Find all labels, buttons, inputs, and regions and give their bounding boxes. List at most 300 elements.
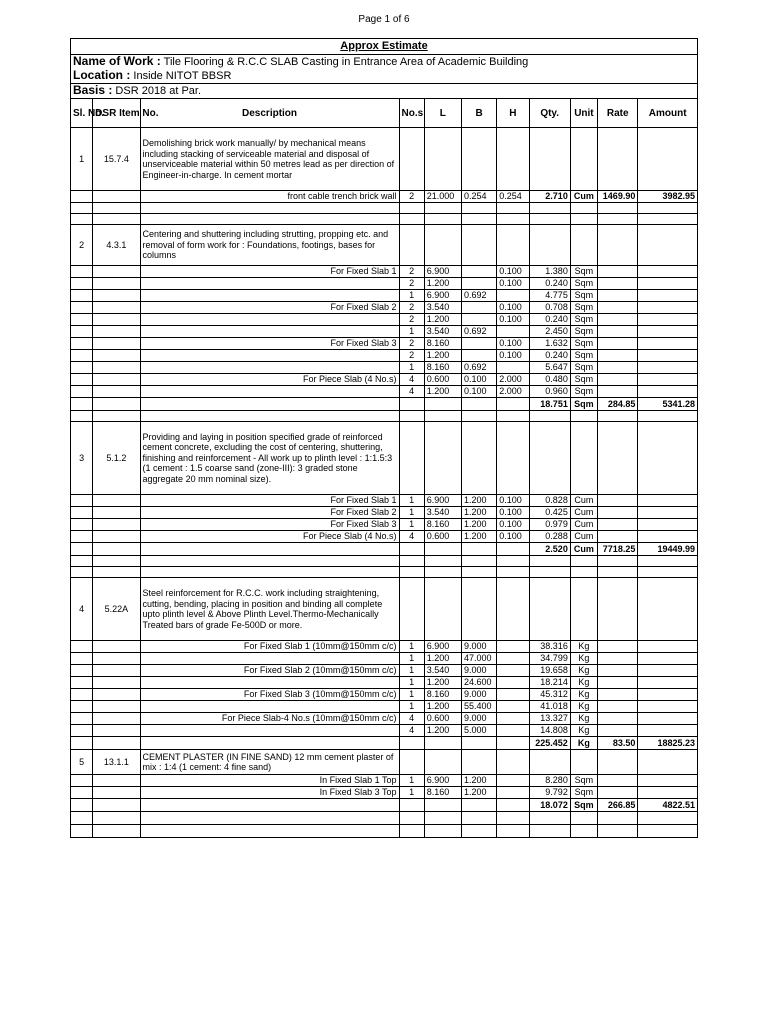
- item-description: Centering and shuttering including strutting, propping etc. and removal of form work for : Foundations, footings, bases for columns: [140, 225, 399, 266]
- measurement-row: [71, 787, 698, 799]
- empty-cell: [497, 543, 529, 556]
- col-b: B: [462, 99, 497, 128]
- empty-cell: [140, 543, 399, 556]
- col-nos: No.s: [399, 99, 424, 128]
- empty-cell: [399, 799, 424, 812]
- empty-cell: [570, 214, 597, 225]
- empty-cell: [462, 825, 497, 838]
- empty-cell: [529, 411, 570, 422]
- unit-value: Cum: [570, 495, 597, 507]
- empty-cell: [140, 812, 399, 825]
- empty-cell: [424, 825, 461, 838]
- empty-cell: [497, 422, 529, 495]
- amount-value: [638, 350, 698, 362]
- empty-cell: [71, 495, 93, 507]
- amount-value: [638, 507, 698, 519]
- empty-cell: [71, 531, 93, 543]
- empty-cell: [570, 825, 597, 838]
- qty-value: 4.775: [529, 290, 570, 302]
- empty-cell: [529, 203, 570, 214]
- empty-cell: [93, 386, 140, 398]
- spacer-row: [71, 556, 698, 567]
- measurement-row: [71, 725, 698, 737]
- empty-cell: [529, 128, 570, 191]
- total-unit: Sqm: [570, 799, 597, 812]
- empty-cell: [424, 567, 461, 578]
- unit-value: Kg: [570, 641, 597, 653]
- empty-cell: [71, 507, 93, 519]
- measurement-label: For Fixed Slab 2: [140, 507, 399, 519]
- length-value: 8.160: [424, 787, 461, 799]
- empty-cell: [93, 362, 140, 374]
- qty-value: 9.792: [529, 787, 570, 799]
- nos-value: 1: [399, 701, 424, 713]
- name-of-work: Tile Flooring & R.C.C SLAB Casting in Entrance Area of Academic Building: [163, 56, 529, 68]
- item-total-row: [71, 543, 698, 556]
- empty-cell: [529, 214, 570, 225]
- measurement-label: For Piece Slab (4 No.s): [140, 531, 399, 543]
- nos-value: 2: [399, 350, 424, 362]
- length-value: 6.900: [424, 641, 461, 653]
- amount-value: [638, 787, 698, 799]
- height-value: [497, 701, 529, 713]
- qty-value: 2.450: [529, 326, 570, 338]
- empty-cell: [497, 799, 529, 812]
- empty-cell: [424, 422, 461, 495]
- measurement-row: [71, 350, 698, 362]
- qty-value: 0.979: [529, 519, 570, 531]
- empty-cell: [462, 750, 497, 775]
- measurement-label: For Fixed Slab 1: [140, 495, 399, 507]
- length-value: 1.200: [424, 653, 461, 665]
- unit-value: Sqm: [570, 302, 597, 314]
- amount-value: [638, 641, 698, 653]
- measurement-row: [71, 641, 698, 653]
- item-description: Demolishing brick work manually/ by mechanical means including stacking of serviceable material and disposal of unserviceable material within 50 metres lead as per direction of Engineer-in-charge. In cement mortar: [140, 128, 399, 191]
- qty-value: 14.808: [529, 725, 570, 737]
- empty-cell: [570, 556, 597, 567]
- qty-value: 45.312: [529, 689, 570, 701]
- empty-cell: [462, 398, 497, 411]
- empty-cell: [497, 825, 529, 838]
- empty-cell: [71, 556, 93, 567]
- length-value: 8.160: [424, 519, 461, 531]
- breadth-value: 9.000: [462, 641, 497, 653]
- breadth-value: 0.100: [462, 374, 497, 386]
- item-description-row: [71, 578, 698, 641]
- nos-value: 1: [399, 775, 424, 787]
- empty-cell: [462, 203, 497, 214]
- item-description: CEMENT PLASTER (IN FINE SAND) 12 mm cement plaster of mix : 1:4 (1 cement: 4 fine sand): [140, 750, 399, 775]
- col-qty: Qty.: [529, 99, 570, 128]
- empty-cell: [570, 578, 597, 641]
- empty-cell: [93, 266, 140, 278]
- rate-value: [598, 266, 638, 278]
- item-sl: 4: [71, 578, 93, 641]
- measurement-label: [140, 314, 399, 326]
- nos-value: 4: [399, 386, 424, 398]
- empty-cell: [140, 567, 399, 578]
- empty-cell: [462, 543, 497, 556]
- length-value: 1.200: [424, 701, 461, 713]
- empty-cell: [93, 812, 140, 825]
- rate-value: [598, 689, 638, 701]
- rate-value: [598, 665, 638, 677]
- nos-value: 1: [399, 787, 424, 799]
- breadth-value: 9.000: [462, 665, 497, 677]
- nos-value: 4: [399, 374, 424, 386]
- nos-value: 4: [399, 713, 424, 725]
- length-value: 1.200: [424, 278, 461, 290]
- rate-value: [598, 338, 638, 350]
- measurement-label: For Fixed Slab 2: [140, 302, 399, 314]
- empty-cell: [71, 386, 93, 398]
- empty-cell: [93, 543, 140, 556]
- height-value: 0.100: [497, 519, 529, 531]
- breadth-value: 9.000: [462, 689, 497, 701]
- rate-value: 1469.90: [598, 191, 638, 203]
- empty-cell: [93, 398, 140, 411]
- length-value: 3.540: [424, 326, 461, 338]
- length-value: 8.160: [424, 689, 461, 701]
- empty-cell: [93, 677, 140, 689]
- height-value: 0.254: [497, 191, 529, 203]
- empty-cell: [598, 203, 638, 214]
- empty-cell: [497, 578, 529, 641]
- amount-value: [638, 362, 698, 374]
- amount-value: [638, 775, 698, 787]
- total-unit: Sqm: [570, 398, 597, 411]
- empty-cell: [424, 225, 461, 266]
- unit-value: Sqm: [570, 362, 597, 374]
- measurement-row: [71, 278, 698, 290]
- empty-cell: [71, 665, 93, 677]
- empty-cell: [638, 422, 698, 495]
- empty-cell: [497, 737, 529, 750]
- item-dsr: 4.3.1: [93, 225, 140, 266]
- measurement-row: [71, 531, 698, 543]
- empty-cell: [497, 128, 529, 191]
- total-amount: 5341.28: [638, 398, 698, 411]
- empty-cell: [638, 225, 698, 266]
- empty-cell: [570, 567, 597, 578]
- measurement-label: [140, 362, 399, 374]
- height-value: 0.100: [497, 266, 529, 278]
- empty-cell: [93, 737, 140, 750]
- empty-cell: [598, 825, 638, 838]
- empty-cell: [399, 567, 424, 578]
- empty-cell: [71, 214, 93, 225]
- amount-value: [638, 326, 698, 338]
- empty-cell: [93, 519, 140, 531]
- measurement-row: [71, 495, 698, 507]
- empty-cell: [93, 290, 140, 302]
- col-h: H: [497, 99, 529, 128]
- work-info: [71, 55, 698, 84]
- amount-value: [638, 374, 698, 386]
- empty-cell: [638, 825, 698, 838]
- amount-value: [638, 495, 698, 507]
- nos-value: 2: [399, 314, 424, 326]
- empty-cell: [71, 677, 93, 689]
- empty-cell: [93, 214, 140, 225]
- length-value: 1.200: [424, 314, 461, 326]
- rate-value: [598, 495, 638, 507]
- measurement-row: [71, 653, 698, 665]
- nos-value: 1: [399, 665, 424, 677]
- measurement-label: In Fixed Slab 3 Top: [140, 787, 399, 799]
- measurement-label: [140, 701, 399, 713]
- page-number: Page 1 of 6: [358, 14, 410, 25]
- empty-cell: [71, 326, 93, 338]
- empty-cell: [71, 799, 93, 812]
- empty-cell: [71, 641, 93, 653]
- measurement-row: [71, 386, 698, 398]
- empty-cell: [71, 737, 93, 750]
- rate-value: [598, 725, 638, 737]
- measurement-row: [71, 374, 698, 386]
- empty-cell: [93, 787, 140, 799]
- col-rate: Rate: [598, 99, 638, 128]
- empty-cell: [71, 689, 93, 701]
- measurement-label: In Fixed Slab 1 Top: [140, 775, 399, 787]
- empty-cell: [424, 214, 461, 225]
- empty-cell: [93, 713, 140, 725]
- empty-cell: [399, 398, 424, 411]
- item-description-row: [71, 225, 698, 266]
- amount-value: [638, 701, 698, 713]
- spacer-row: [71, 567, 698, 578]
- empty-cell: [497, 225, 529, 266]
- empty-cell: [638, 578, 698, 641]
- empty-cell: [462, 812, 497, 825]
- empty-cell: [497, 556, 529, 567]
- empty-cell: [399, 214, 424, 225]
- basis-row: [71, 84, 698, 99]
- nos-value: 1: [399, 495, 424, 507]
- empty-cell: [424, 203, 461, 214]
- height-value: [497, 787, 529, 799]
- empty-cell: [424, 812, 461, 825]
- rate-value: [598, 302, 638, 314]
- qty-value: 18.214: [529, 677, 570, 689]
- rate-value: [598, 374, 638, 386]
- height-value: [497, 641, 529, 653]
- empty-cell: [140, 799, 399, 812]
- empty-cell: [93, 567, 140, 578]
- measurement-row: [71, 191, 698, 203]
- empty-cell: [529, 225, 570, 266]
- height-value: [497, 775, 529, 787]
- empty-cell: [570, 128, 597, 191]
- rate-value: [598, 701, 638, 713]
- unit-value: Sqm: [570, 266, 597, 278]
- nos-value: 2: [399, 266, 424, 278]
- breadth-value: 1.200: [462, 787, 497, 799]
- unit-value: Sqm: [570, 775, 597, 787]
- col-sl: Sl. No.: [71, 99, 93, 128]
- amount-value: [638, 725, 698, 737]
- nos-value: 1: [399, 677, 424, 689]
- breadth-value: 9.000: [462, 713, 497, 725]
- height-value: 0.100: [497, 507, 529, 519]
- length-value: 1.200: [424, 386, 461, 398]
- empty-cell: [598, 812, 638, 825]
- amount-value: [638, 302, 698, 314]
- amount-value: [638, 519, 698, 531]
- breadth-value: 1.200: [462, 519, 497, 531]
- empty-cell: [424, 398, 461, 411]
- breadth-value: [462, 278, 497, 290]
- empty-cell: [462, 799, 497, 812]
- total-unit: Kg: [570, 737, 597, 750]
- unit-value: Sqm: [570, 374, 597, 386]
- empty-cell: [93, 689, 140, 701]
- rate-value: [598, 350, 638, 362]
- rate-value: [598, 519, 638, 531]
- empty-cell: [399, 825, 424, 838]
- nos-value: 1: [399, 519, 424, 531]
- measurement-row: [71, 775, 698, 787]
- empty-cell: [598, 411, 638, 422]
- empty-cell: [399, 737, 424, 750]
- length-value: 1.200: [424, 350, 461, 362]
- unit-value: Kg: [570, 689, 597, 701]
- total-qty: 2.520: [529, 543, 570, 556]
- item-dsr: 5.1.2: [93, 422, 140, 495]
- empty-cell: [638, 203, 698, 214]
- empty-cell: [71, 338, 93, 350]
- empty-cell: [598, 556, 638, 567]
- empty-cell: [638, 750, 698, 775]
- total-rate: 7718.25: [598, 543, 638, 556]
- unit-value: Kg: [570, 701, 597, 713]
- empty-cell: [140, 556, 399, 567]
- total-rate: 83.50: [598, 737, 638, 750]
- nos-value: 2: [399, 302, 424, 314]
- qty-value: 1.632: [529, 338, 570, 350]
- empty-cell: [140, 737, 399, 750]
- col-unit: Unit: [570, 99, 597, 128]
- qty-value: 1.380: [529, 266, 570, 278]
- height-value: [497, 362, 529, 374]
- height-value: [497, 713, 529, 725]
- height-value: [497, 290, 529, 302]
- nos-value: 1: [399, 362, 424, 374]
- amount-value: [638, 653, 698, 665]
- amount-value: [638, 314, 698, 326]
- total-amount: 19449.99: [638, 543, 698, 556]
- empty-cell: [424, 750, 461, 775]
- col-l: L: [424, 99, 461, 128]
- unit-value: Sqm: [570, 350, 597, 362]
- amount-value: [638, 665, 698, 677]
- measurement-label: [140, 326, 399, 338]
- height-value: 0.100: [497, 495, 529, 507]
- qty-value: 0.240: [529, 278, 570, 290]
- empty-cell: [71, 302, 93, 314]
- nos-value: 4: [399, 725, 424, 737]
- amount-value: [638, 278, 698, 290]
- breadth-value: 1.200: [462, 507, 497, 519]
- breadth-value: 24.600: [462, 677, 497, 689]
- empty-cell: [93, 556, 140, 567]
- empty-cell: [71, 653, 93, 665]
- nos-value: 4: [399, 531, 424, 543]
- qty-value: 0.828: [529, 495, 570, 507]
- height-value: 0.100: [497, 302, 529, 314]
- empty-cell: [71, 825, 93, 838]
- empty-cell: [598, 578, 638, 641]
- qty-value: 0.480: [529, 374, 570, 386]
- nos-value: 1: [399, 326, 424, 338]
- empty-cell: [462, 411, 497, 422]
- rate-value: [598, 362, 638, 374]
- measurement-row: [71, 713, 698, 725]
- unit-value: Cum: [570, 519, 597, 531]
- measurement-row: [71, 290, 698, 302]
- qty-value: 34.799: [529, 653, 570, 665]
- height-value: 0.100: [497, 350, 529, 362]
- length-value: 6.900: [424, 495, 461, 507]
- empty-cell: [93, 653, 140, 665]
- empty-cell: [399, 578, 424, 641]
- name-of-work-label: Name of Work :: [73, 54, 161, 68]
- unit-value: Sqm: [570, 326, 597, 338]
- height-value: [497, 326, 529, 338]
- col-dsr: DSR Item No.: [93, 99, 140, 128]
- empty-cell: [497, 203, 529, 214]
- empty-cell: [140, 203, 399, 214]
- total-qty: 18.751: [529, 398, 570, 411]
- empty-cell: [140, 825, 399, 838]
- empty-cell: [462, 737, 497, 750]
- item-dsr: 15.7.4: [93, 128, 140, 191]
- measurement-row: [71, 701, 698, 713]
- empty-cell: [93, 203, 140, 214]
- measurement-row: [71, 507, 698, 519]
- qty-value: 2.710: [529, 191, 570, 203]
- item-total-row: [71, 799, 698, 812]
- empty-cell: [399, 750, 424, 775]
- measurement-row: [71, 338, 698, 350]
- unit-value: Kg: [570, 677, 597, 689]
- height-value: 2.000: [497, 386, 529, 398]
- measurement-label: For Piece Slab-4 No.s (10mm@150mm c/c): [140, 713, 399, 725]
- unit-value: Sqm: [570, 278, 597, 290]
- col-amount: Amount: [638, 99, 698, 128]
- empty-cell: [71, 314, 93, 326]
- qty-value: 0.960: [529, 386, 570, 398]
- length-value: 3.540: [424, 302, 461, 314]
- length-value: 8.160: [424, 338, 461, 350]
- empty-cell: [638, 812, 698, 825]
- measurement-label: For Fixed Slab 3: [140, 519, 399, 531]
- rate-value: [598, 677, 638, 689]
- nos-value: 1: [399, 689, 424, 701]
- empty-cell: [71, 411, 93, 422]
- item-sl: 1: [71, 128, 93, 191]
- empty-cell: [424, 411, 461, 422]
- height-value: [497, 653, 529, 665]
- breadth-value: [462, 314, 497, 326]
- amount-value: [638, 531, 698, 543]
- empty-cell: [462, 128, 497, 191]
- empty-cell: [497, 812, 529, 825]
- column-header-row: [71, 99, 698, 128]
- total-rate: 284.85: [598, 398, 638, 411]
- empty-cell: [93, 531, 140, 543]
